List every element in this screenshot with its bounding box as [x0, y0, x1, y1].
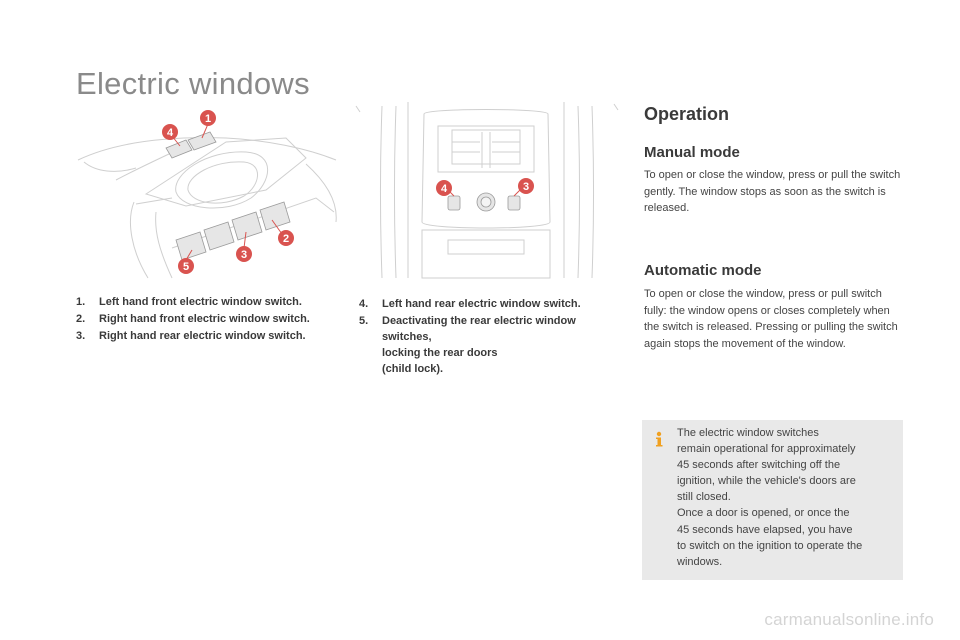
info-line: 45 seconds have elapsed, you have [677, 523, 853, 536]
callout-1 [200, 110, 216, 126]
legend-text: Left hand front electric window switch. [99, 296, 302, 308]
manual-mode-heading: Manual mode [644, 144, 740, 161]
info-line: still closed. [677, 491, 731, 504]
legend-text: Left hand rear electric window switch. [382, 298, 581, 310]
operation-heading: Operation [644, 104, 730, 124]
automatic-mode-heading: Automatic mode [644, 262, 762, 279]
callout-3 [236, 246, 252, 262]
automatic-mode-text: To open or close the window, press or pull switch fully: the window opens or closes completely when the switch is released. Pressing or pulling the switch again stops the movement of the window. [644, 288, 898, 350]
front-door-switches-illustration [76, 102, 338, 282]
info-line: Once a door is opened, or once the [677, 507, 850, 520]
svg-text:1: 1 [204, 113, 212, 125]
legend-number: 2. [76, 313, 86, 325]
svg-text:4: 4 [440, 183, 448, 195]
info-line: to switch on the ignition to operate the [677, 539, 863, 552]
callout-3 [518, 178, 534, 194]
watermark: carmanualsonline.info [764, 610, 934, 629]
svg-text:3: 3 [522, 181, 530, 193]
info-note-box [642, 420, 903, 580]
info-note-text [677, 425, 895, 570]
info-line: windows. [677, 555, 723, 568]
legend-front [76, 294, 346, 345]
legend-text-line: Deactivating the rear electric window switches, [382, 315, 576, 343]
legend-text: Right hand front electric window switch. [99, 313, 310, 325]
callout-4 [162, 124, 178, 140]
page-title: Electric windows [76, 66, 310, 101]
svg-text:4: 4 [166, 127, 174, 139]
legend-item-4 [359, 296, 619, 312]
svg-text:5: 5 [182, 261, 190, 273]
rear-console-switches-illustration [352, 102, 622, 282]
info-line: The electric window switches [677, 427, 819, 439]
legend-text-line: (child lock). [382, 363, 444, 375]
legend-number: 5. [359, 315, 369, 327]
legend-number: 3. [76, 330, 86, 342]
legend-item-2 [76, 311, 346, 327]
callout-4 [436, 180, 452, 196]
legend-text: Right hand rear electric window switch. [99, 330, 306, 342]
info-line: 45 seconds after switching off the [677, 459, 841, 472]
svg-text:3: 3 [240, 249, 248, 261]
callout-2 [278, 230, 294, 246]
callout-5 [178, 258, 194, 274]
legend-item-5 [359, 313, 619, 377]
svg-text:2: 2 [282, 233, 290, 245]
legend-item-1 [76, 294, 346, 310]
manual-mode-text: To open or close the window, press or pull the switch gently. The window stops as soon as the switch is released. [644, 169, 901, 214]
legend-text-line: locking the rear doors [382, 347, 498, 359]
legend-number: 4. [359, 298, 369, 310]
legend-number: 1. [76, 296, 86, 308]
info-icon [650, 430, 668, 448]
legend-item-3 [76, 328, 346, 344]
legend-rear [359, 296, 619, 378]
info-line: remain operational for approximately [677, 443, 856, 456]
info-line: ignition, while the vehicle's doors are [677, 475, 856, 488]
